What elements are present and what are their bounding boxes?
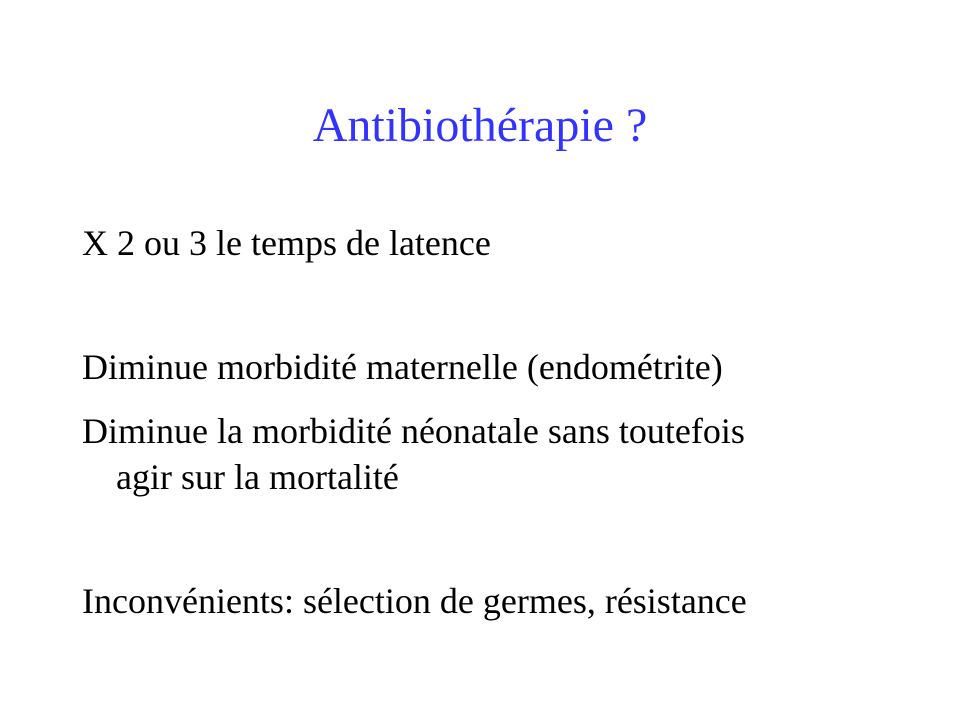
- bullet-drawbacks: Inconvénients: sélection de germes, résistance: [82, 581, 747, 621]
- bullet-latency: X 2 ou 3 le temps de latence: [82, 223, 491, 263]
- slide-title: Antibiothérapie ?: [312, 99, 648, 152]
- bullet-neonatal-morbidity-continued: agir sur la mortalité: [116, 457, 399, 497]
- bullet-neonatal-morbidity: Diminue la morbidité néonatale sans toutefois: [82, 411, 745, 451]
- bullet-maternal-morbidity: Diminue morbidité maternelle (endométrite): [82, 347, 723, 387]
